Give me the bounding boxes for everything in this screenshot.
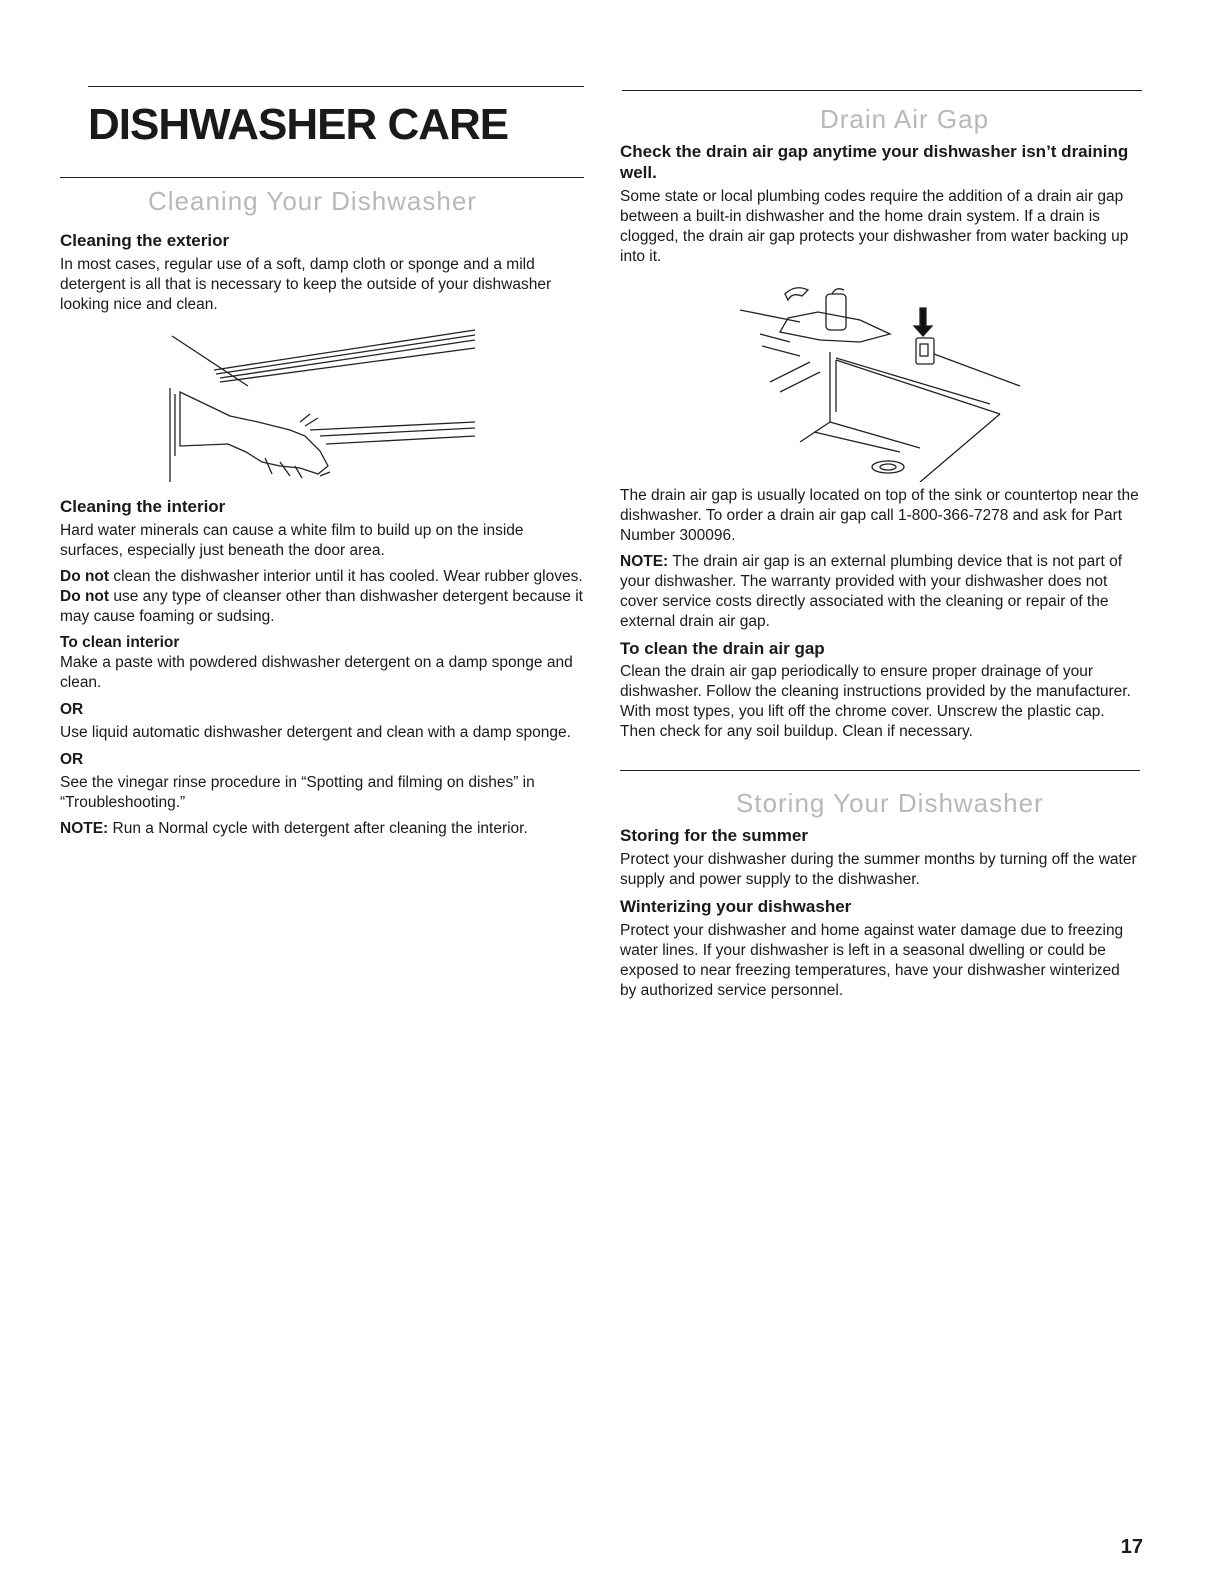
interior-heading: Cleaning the interior xyxy=(60,497,226,516)
section-heading-drain-air-gap: Drain Air Gap xyxy=(820,104,990,134)
method-3: See the vinegar rinse procedure in “Spotting and filming on dishes” in “Troubleshooting.” xyxy=(60,774,535,811)
section-heading-storing: Storing Your Dishwasher xyxy=(736,788,1044,818)
drain-note-label: NOTE: xyxy=(620,553,669,570)
interior-p1: Hard water minerals can cause a white film to build up on the inside surfaces, especially just beneath the door area. xyxy=(60,522,524,559)
top-rule-left xyxy=(88,86,584,87)
drain-air-gap-illustration xyxy=(740,282,1020,482)
wiping-exterior-illustration xyxy=(150,326,490,486)
interior-note xyxy=(60,819,584,839)
exterior-heading: Cleaning the exterior xyxy=(60,231,230,250)
summer-heading: Storing for the summer xyxy=(620,826,808,845)
to-clean-interior-heading: To clean interior xyxy=(60,634,180,651)
page-number: 17 xyxy=(1120,1536,1143,1558)
clean-drain-gap-body: Clean the drain air gap periodically to ensure proper drainage of your dishwasher. Follow the cleaning instructions provided by the manufacturer. With most types, you lift off the chrome cover. Unscrew the plastic cap. Then check for any soil buildup. Clean if necessary. xyxy=(620,663,1131,740)
section-heading-cleaning: Cleaning Your Dishwasher xyxy=(148,186,477,216)
winter-heading: Winterizing your dishwasher xyxy=(620,897,852,916)
interior-p2-a: clean the dishwasher interior until it has cooled. Wear rubber gloves. xyxy=(109,568,583,585)
interior-p2-b: use any type of cleanser other than dishwasher detergent because it may cause foaming or sudsing. xyxy=(60,588,583,625)
method-2: Use liquid automatic dishwasher detergent and clean with a damp sponge. xyxy=(60,724,571,741)
interior-section xyxy=(60,496,584,839)
winter-body: Protect your dishwasher and home against water damage due to freezing water lines. If your dishwasher is left in a seasonal dwelling or could be exposed to near freezing temperatures, have your dishwasher winterized by authorized service personnel. xyxy=(620,922,1124,999)
or-divider-1: OR xyxy=(60,701,84,718)
page-title: DISHWASHER CARE xyxy=(88,100,509,149)
exterior-body: In most cases, regular use of a soft, damp cloth or sponge and a mild detergent is all that is necessary to keep the outside of your dishwasher looking nice and clean. xyxy=(60,256,552,313)
method-1: Make a paste with powdered dishwasher detergent on a damp sponge and clean. xyxy=(60,654,573,691)
drain-gap-note xyxy=(620,552,1140,632)
do-not-label-2: Do not xyxy=(60,588,110,605)
or-divider-2: OR xyxy=(60,751,84,768)
do-not-label-1: Do not xyxy=(60,568,110,585)
drain-note-text: The drain air gap is an external plumbing device that is not part of your dishwasher. The warranty provided with your dishwasher does not cover service costs directly associated with the cleaning or repair of the external drain air gap. xyxy=(620,553,1123,630)
drain-air-gap-details xyxy=(620,486,1140,742)
exterior-section xyxy=(60,230,584,315)
drain-gap-p2: The drain air gap is usually located on top of the sink or countertop near the dishwasher. To order a drain air gap call 1-800-366-7278 and ask for Part Number 300096. xyxy=(620,487,1139,544)
storing-rule xyxy=(620,770,1140,771)
note-text: Run a Normal cycle with detergent after cleaning the interior. xyxy=(108,820,528,837)
note-label: NOTE: xyxy=(60,820,109,837)
storing-section xyxy=(620,825,1140,1001)
summer-body: Protect your dishwasher during the summer months by turning off the water supply and power supply to the dishwasher. xyxy=(620,851,1137,888)
drain-air-gap-intro xyxy=(620,141,1130,267)
to-clean-drain-gap-heading: To clean the drain air gap xyxy=(620,639,825,658)
title-underline xyxy=(60,177,584,178)
drain-gap-lead: Check the drain air gap anytime your dishwasher isn’t draining well. xyxy=(620,142,1129,182)
drain-gap-p1: Some state or local plumbing codes require the addition of a drain air gap between a built-in dishwasher and the home drain system. If a drain is clogged, the drain air gap protects your dishwasher from water backing up into it. xyxy=(620,188,1129,265)
top-rule-right xyxy=(622,90,1142,91)
interior-p2 xyxy=(60,567,584,627)
